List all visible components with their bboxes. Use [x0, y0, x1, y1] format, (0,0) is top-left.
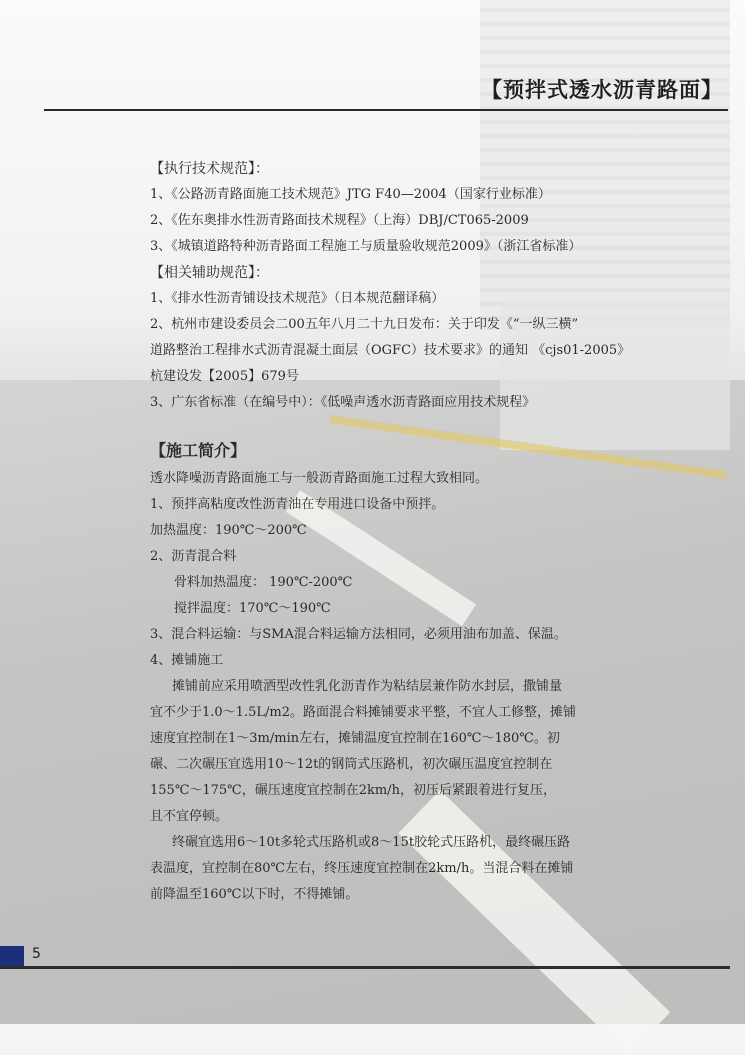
- construction-line: 速度宜控制在1～3m/min左右，摊铺温度宜控制在160℃～180℃。初: [150, 731, 560, 746]
- related-item: 杭建设发【2005】679号: [150, 369, 299, 384]
- main-content: [150, 156, 720, 908]
- construction-line: 1、预拌高粘度改性沥青油在专用进口设备中预拌。: [150, 497, 445, 512]
- related-item: 2、杭州市建设委员会二00五年八月二十九日发布：关于印发《“一纵三横”: [150, 317, 579, 332]
- page-title: 【预拌式透水沥青路面】: [481, 78, 723, 102]
- related-item: 道路整治工程排水式沥青混凝土面层（OGFC）技术要求》的通知 《cjs01-2005》: [150, 343, 631, 358]
- page-number: 5: [32, 946, 41, 962]
- related-item: 3、广东省标准（在编号中）：《低噪声透水沥青路面应用技术规程》: [150, 395, 536, 410]
- construction-line: 透水降噪沥青路面施工与一般沥青路面施工过程大致相同。: [150, 471, 489, 486]
- related-item: 1、《排水性沥青铺设技术规范》（日本规范翻译稿）: [150, 291, 445, 306]
- related-heading: 【相关辅助规范】：: [150, 265, 269, 281]
- construction-line: 155℃～175℃，碾压速度宜控制在2km/h，初压后紧跟着进行复压，: [150, 783, 556, 798]
- construction-line: 加热温度：190℃～200℃: [150, 523, 307, 538]
- construction-line: 4、摊铺施工: [150, 653, 224, 668]
- construction-line: 搅拌温度：170℃～190℃: [174, 601, 331, 616]
- page-number-tab: [0, 946, 24, 968]
- construction-line: 表温度，宜控制在80℃左右，终压速度宜控制在2km/h。当混合料在摊铺: [150, 861, 574, 876]
- footer-divider: [0, 966, 730, 969]
- construction-line: 2、沥青混合料: [150, 549, 237, 564]
- construction-line: 摊铺前应采用喷洒型改性乳化沥青作为粘结层兼作防水封层，撒铺量: [172, 679, 563, 694]
- standards-item: 1、《公路沥青路面施工技术规范》JTG F40—2004（国家行业标准）: [150, 187, 551, 202]
- construction-line: 3、混合料运输：与SMA混合料运输方法相同，必须用油布加盖、保温。: [150, 627, 567, 642]
- construction-line: 且不宜停顿。: [150, 809, 229, 824]
- construction-line: 宜不少于1.0～1.5L/m2。路面混合料摊铺要求平整，不宜人工修整，摊铺: [150, 705, 576, 720]
- header-divider: [44, 109, 728, 111]
- construction-heading: 【施工简介】: [150, 441, 247, 460]
- standards-heading: 【执行技术规范】：: [150, 161, 269, 177]
- construction-line: 碾、二次碾压宜选用10～12t的钢筒式压路机，初次碾压温度宜控制在: [150, 757, 553, 772]
- standards-item: 3、《城镇道路特种沥青路面工程施工与质量验收规范2009》（浙江省标准）: [150, 239, 582, 254]
- construction-line: 骨料加热温度： 190℃-200℃: [174, 575, 353, 590]
- standards-item: 2、《佐东奥排水性沥青路面技术规程》（上海）DBJ/CT065-2009: [150, 213, 529, 228]
- construction-line: 终碾宜选用6～10t多轮式压路机或8～15t胶轮式压路机，最终碾压路: [172, 835, 571, 850]
- construction-line: 前降温至160℃以下时，不得摊铺。: [150, 887, 359, 902]
